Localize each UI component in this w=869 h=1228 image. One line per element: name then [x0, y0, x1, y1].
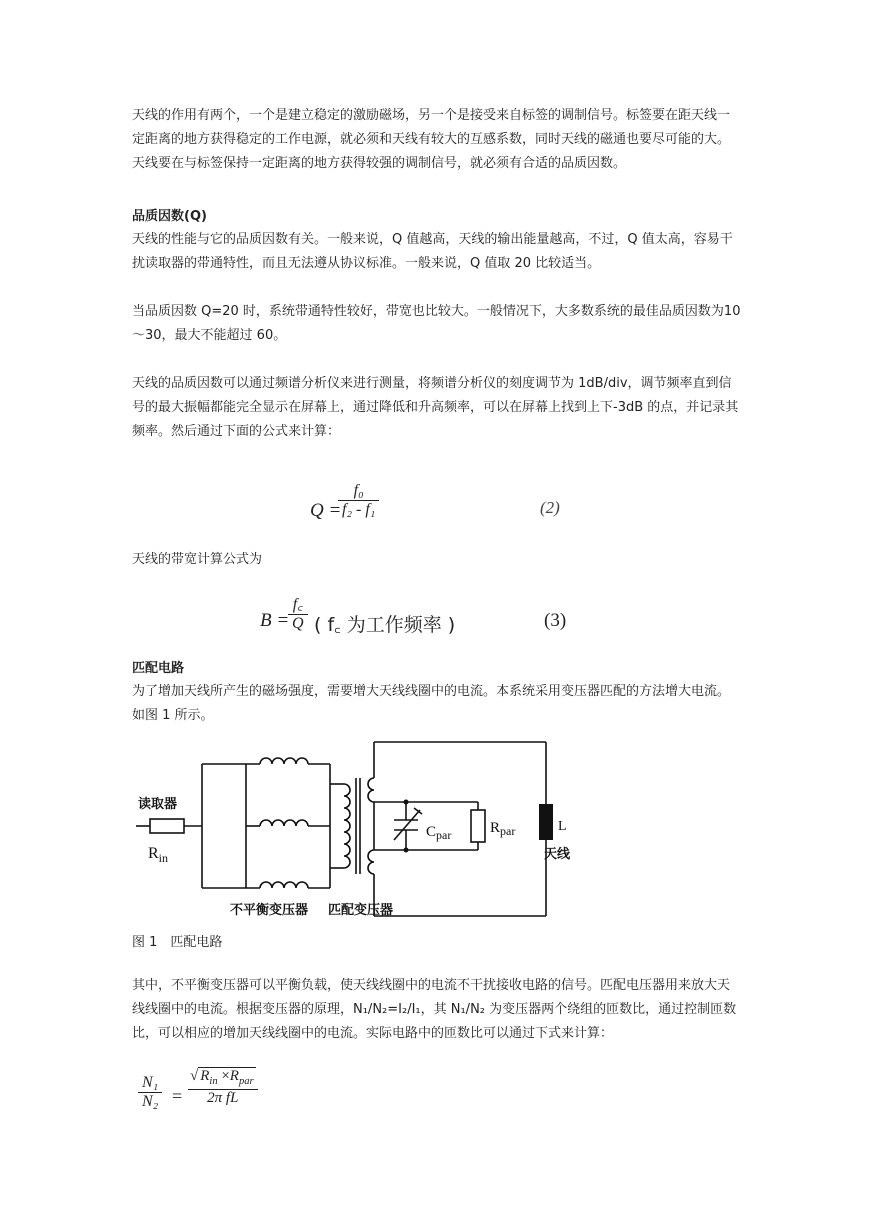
label-rin-sub: in [158, 851, 169, 865]
formula-q-denominator: f₂ - f₁ [342, 501, 376, 518]
match-paragraph-1: 为了增加天线所产生的磁场强度，需要增大天线线圈中的电流。本系统采用变压器匹配的方法增大电流。如图 1 所示。 [132, 684, 731, 723]
formula-r-par-sub: par [238, 1076, 254, 1087]
formula-turns-equals: = [172, 1086, 183, 1106]
label-rin: R [148, 845, 159, 862]
resistor-rin [150, 819, 184, 833]
formula-b-number: (3) [544, 610, 567, 631]
section-heading-quality-factor: 品质因数(Q) [132, 209, 207, 224]
sqrt-content [198, 1067, 255, 1087]
label-rpar: R [490, 820, 501, 836]
label-antenna: 天线 [544, 847, 571, 862]
formula-b [132, 582, 742, 658]
formula-q-numerator: f₀ [338, 482, 379, 501]
formula-r-in-sub: in [209, 1076, 218, 1087]
label-matching-transformer: 匹配变压器 [328, 903, 394, 918]
label-rpar-sub: par [500, 824, 516, 838]
matching-circuit-figure [134, 738, 742, 922]
figure-caption: 图 1 匹配电路 [132, 935, 223, 950]
circuit-diagram [134, 738, 571, 918]
svg-text:Rpar [490, 820, 515, 838]
intro-paragraph: 天线的作用有两个，一个是建立稳定的激励磁场，另一个是接受来自标签的调制信号。标签要在距天线一定距离的地方获得稳定的工作电源，就必须和天线有较大的互感系数，同时天线的磁通也要尽可能的大。天线要在与标签保持一定距离的地方获得较强的调制信号，就必须有合适的品质因数。 [132, 108, 731, 171]
formula-b-fraction [288, 592, 308, 633]
formula-b-note: ( f꜀ 为工作频率 ) [314, 614, 456, 636]
q-paragraph-3: 天线的品质因数可以通过频谱分析仪来进行测量，将频谱分析仪的刻度调节为 1dB/div，调节频率直到信号的最大振幅都能完全显示在屏幕上，通过降低和升高频率，可以在屏幕上找到上下-3dB 的点，并记录其频率。然后通过下面的公式来计算： [132, 376, 739, 439]
formula-r-par: R [229, 1068, 239, 1084]
label-unbalanced-transformer: 不平衡变压器 [230, 903, 309, 918]
label-reader: 读取器 [138, 797, 178, 812]
q-paragraph-1: 天线的性能与它的品质因数有关。一般来说，Q 值越高，天线的输出能量越高，不过，Q 值太高，容易干扰读取器的带通特性，而且无法遵从协议标准。一般来说，Q 值取 20 比较适当。 [132, 232, 733, 271]
formula-turns-denominator: 2π fL [207, 1090, 239, 1106]
formula-b-numerator: f꜀ [288, 592, 308, 615]
formula-q-fraction [338, 482, 379, 519]
formula-turns-n2: N₂ [142, 1093, 159, 1110]
bandwidth-intro: 天线的带宽计算公式为 [132, 552, 263, 567]
formula-r-in: R [200, 1068, 210, 1084]
resistor-rpar [471, 810, 485, 842]
formula-times: × [221, 1068, 230, 1084]
formula-q [132, 478, 742, 548]
q-paragraph-2: 当品质因数 Q=20 时，系统带通特性较好，带宽也比较大。一般情况下，大多数系统的最佳品质因数为10～30，最大不能超过 60。 [132, 304, 741, 343]
match-paragraph-2: 其中，不平衡变压器可以平衡负载，使天线线圈中的电流不干扰接收电路的信号。匹配电压器用来放大天线线圈中的电流。根据变压器的原理，N₁/N₂=I₂/I₁，其 N₁/N₂ 为变压器两个绕组的匝数比，通过控制匝数比，可以相应的增加天线线圈中的电流。实际电路中的匝数比可以通过下式来计算： [132, 978, 737, 1041]
svg-text:Rin [148, 845, 168, 865]
sqrt-sign: √ [190, 1068, 199, 1084]
formula-q-lhs: Q = [310, 500, 342, 521]
formula-turns-ratio [132, 1066, 742, 1136]
formula-turns-n1: N₁ [138, 1074, 162, 1093]
label-cpar: C [426, 824, 437, 840]
section-heading-matching: 匹配电路 [132, 661, 185, 676]
formula-b-denominator: Q [292, 615, 304, 632]
svg-text:Cpar [426, 824, 451, 842]
formula-turns-lhs [138, 1074, 162, 1111]
formula-b-lhs: B = [260, 610, 290, 631]
label-l: L [558, 819, 567, 834]
formula-q-number: (2) [540, 498, 560, 517]
article [132, 104, 742, 1136]
antenna-element [539, 804, 553, 840]
formula-turns-rhs [188, 1068, 258, 1107]
label-cpar-sub: par [436, 828, 452, 842]
